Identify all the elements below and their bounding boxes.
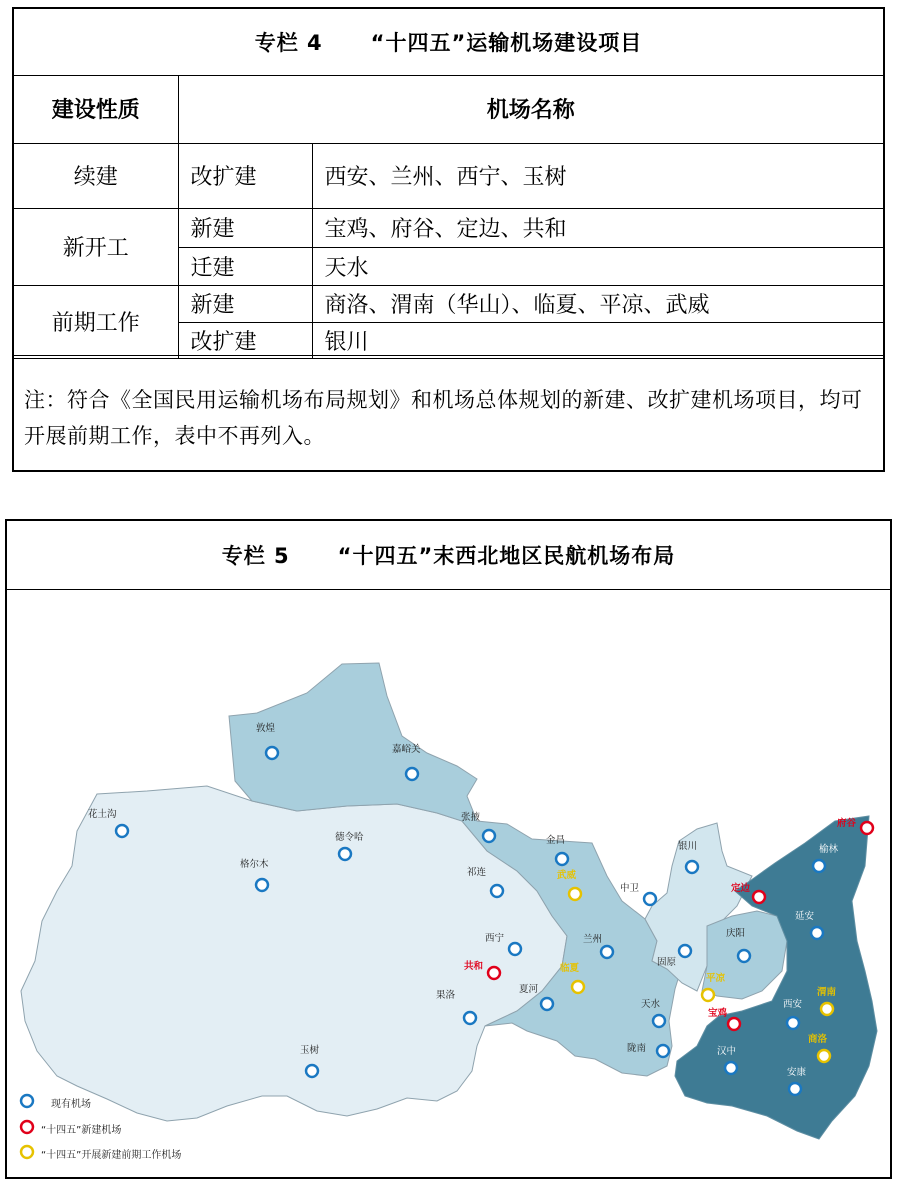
map-pin-icon [657, 1045, 669, 1057]
airport-label-lanzhou: 兰州 [583, 934, 603, 945]
map-pin-icon [787, 1017, 799, 1029]
airport-label-qingyang: 庆阳 [726, 928, 746, 939]
airport-label-zhangye: 张掖 [461, 812, 481, 823]
airport-label-geermu: 格尔木 [240, 859, 269, 870]
row-type: 改扩建 [178, 322, 312, 358]
table-header-row [14, 75, 883, 143]
airport-label-linxia: 临夏 [560, 963, 580, 974]
map-pin-icon [679, 945, 691, 957]
legend-existing [21, 1095, 91, 1110]
map-pin-icon [821, 1003, 833, 1015]
row-airports: 商洛、渭南（华山）、临夏、平凉、武威 [312, 285, 883, 322]
airport-label-pingliang: 平凉 [706, 973, 726, 984]
airport-map-panel [5, 519, 892, 1179]
map-pin-icon [541, 998, 553, 1010]
airport-projects-panel [12, 7, 885, 472]
table-note: 注：符合《全国民用运输机场布局规划》和机场总体规划的新建、改扩建机场项目，均可开展前期工作，表中不再列入。 [14, 355, 883, 470]
airport-label-xian: 西安 [783, 999, 803, 1010]
map-pin-icon [116, 825, 128, 837]
airport-label-yulin: 榆林 [819, 844, 839, 855]
map-pin-icon [702, 989, 714, 1001]
legend-new-label: “十四五”新建机场 [41, 1125, 122, 1136]
map-pin-icon [483, 830, 495, 842]
airport-label-guyuan: 固原 [657, 957, 677, 968]
row-category: 续建 [14, 143, 178, 208]
legend-prework-label: “十四五”开展新建前期工作机场 [41, 1150, 182, 1161]
row-type: 新建 [178, 285, 312, 322]
map-pin-icon [725, 1062, 737, 1074]
map-pin-icon [266, 747, 278, 759]
panel-title [14, 9, 883, 76]
panel-title-text: “十四五”末西北地区民航机场布局 [337, 544, 676, 568]
map-pin-icon [491, 885, 503, 897]
airport-label-jiayuguan: 嘉峪关 [392, 744, 421, 755]
airport-label-xining: 西宁 [485, 933, 505, 944]
airport-label-delingha: 德令哈 [335, 832, 364, 843]
map-pin-icon [339, 848, 351, 860]
legend-existing-label: 现有机场 [51, 1099, 91, 1110]
airport-label-weinan: 渭南 [817, 987, 837, 998]
airport-label-hanzhong: 汉中 [717, 1046, 737, 1057]
map-pin-icon [728, 1018, 740, 1030]
row-type: 迁建 [178, 247, 312, 285]
airport-label-huatugou: 花土沟 [88, 809, 117, 820]
panel-title-text: “十四五”运输机场建设项目 [370, 31, 643, 55]
row-airports: 银川 [312, 322, 883, 358]
map-pin-icon [406, 768, 418, 780]
row-category: 新开工 [14, 208, 178, 285]
table-row [14, 285, 883, 322]
map-pin-icon [464, 1012, 476, 1024]
map-pin-icon [601, 946, 613, 958]
map-pin-icon [753, 891, 765, 903]
panel-number: 专栏 5 [221, 544, 290, 568]
airport-label-jinchang: 金昌 [546, 835, 566, 846]
northwest-airport-map [7, 521, 890, 1177]
legend-new [21, 1121, 121, 1136]
airport-label-longnan: 陇南 [627, 1043, 647, 1054]
projects-table [14, 75, 883, 359]
row-type: 改扩建 [178, 143, 312, 208]
table-row [14, 208, 883, 247]
map-pin-icon [256, 879, 268, 891]
table-row [14, 143, 883, 208]
map-pin-icon [789, 1083, 801, 1095]
map-pin-icon [653, 1015, 665, 1027]
airport-label-xiahe: 夏河 [519, 984, 539, 995]
airport-label-fugu: 府谷 [837, 818, 857, 829]
airport-label-guoluo: 果洛 [436, 990, 456, 1001]
map-pin-icon [813, 860, 825, 872]
map-pin-icon [509, 943, 521, 955]
map-pin-icon [686, 861, 698, 873]
airport-label-dunhuang: 敦煌 [256, 723, 276, 734]
row-category: 前期工作 [14, 285, 178, 358]
airport-label-baoji: 宝鸡 [708, 1008, 728, 1019]
airport-label-wuwei: 武威 [557, 870, 577, 881]
map-pin-icon [811, 927, 823, 939]
airport-label-yushu: 玉树 [300, 1045, 320, 1056]
airport-label-gonghe: 共和 [464, 961, 484, 972]
header-construction-type: 建设性质 [14, 75, 178, 143]
map-pin-icon [644, 893, 656, 905]
airport-label-shangluo: 商洛 [808, 1034, 828, 1045]
airport-label-tianshui: 天水 [641, 999, 661, 1010]
map-pin-icon [569, 888, 581, 900]
airport-label-yanan: 延安 [795, 911, 815, 922]
airport-label-yinchuan: 银川 [678, 841, 698, 852]
map-pin-icon [556, 853, 568, 865]
row-airports: 宝鸡、府谷、定边、共和 [312, 208, 883, 247]
row-airports: 天水 [312, 247, 883, 285]
panel-number: 专栏 4 [254, 31, 323, 55]
map-pin-icon [818, 1050, 830, 1062]
airport-label-zhongwei: 中卫 [620, 883, 640, 894]
row-type: 新建 [178, 208, 312, 247]
header-airport-names: 机场名称 [178, 75, 883, 143]
map-pin-icon [306, 1065, 318, 1077]
airport-marker-zhongwei [620, 882, 656, 905]
airport-label-qilian: 祁连 [467, 867, 487, 878]
airport-label-dingbian: 定边 [731, 883, 751, 894]
legend-prework [21, 1146, 181, 1161]
map-pin-icon [572, 981, 584, 993]
map-pin-icon [738, 950, 750, 962]
map-pin-icon [488, 967, 500, 979]
map-pin-icon [861, 822, 873, 834]
airport-label-ankang: 安康 [787, 1067, 807, 1078]
row-airports: 西安、兰州、西宁、玉树 [312, 143, 883, 208]
